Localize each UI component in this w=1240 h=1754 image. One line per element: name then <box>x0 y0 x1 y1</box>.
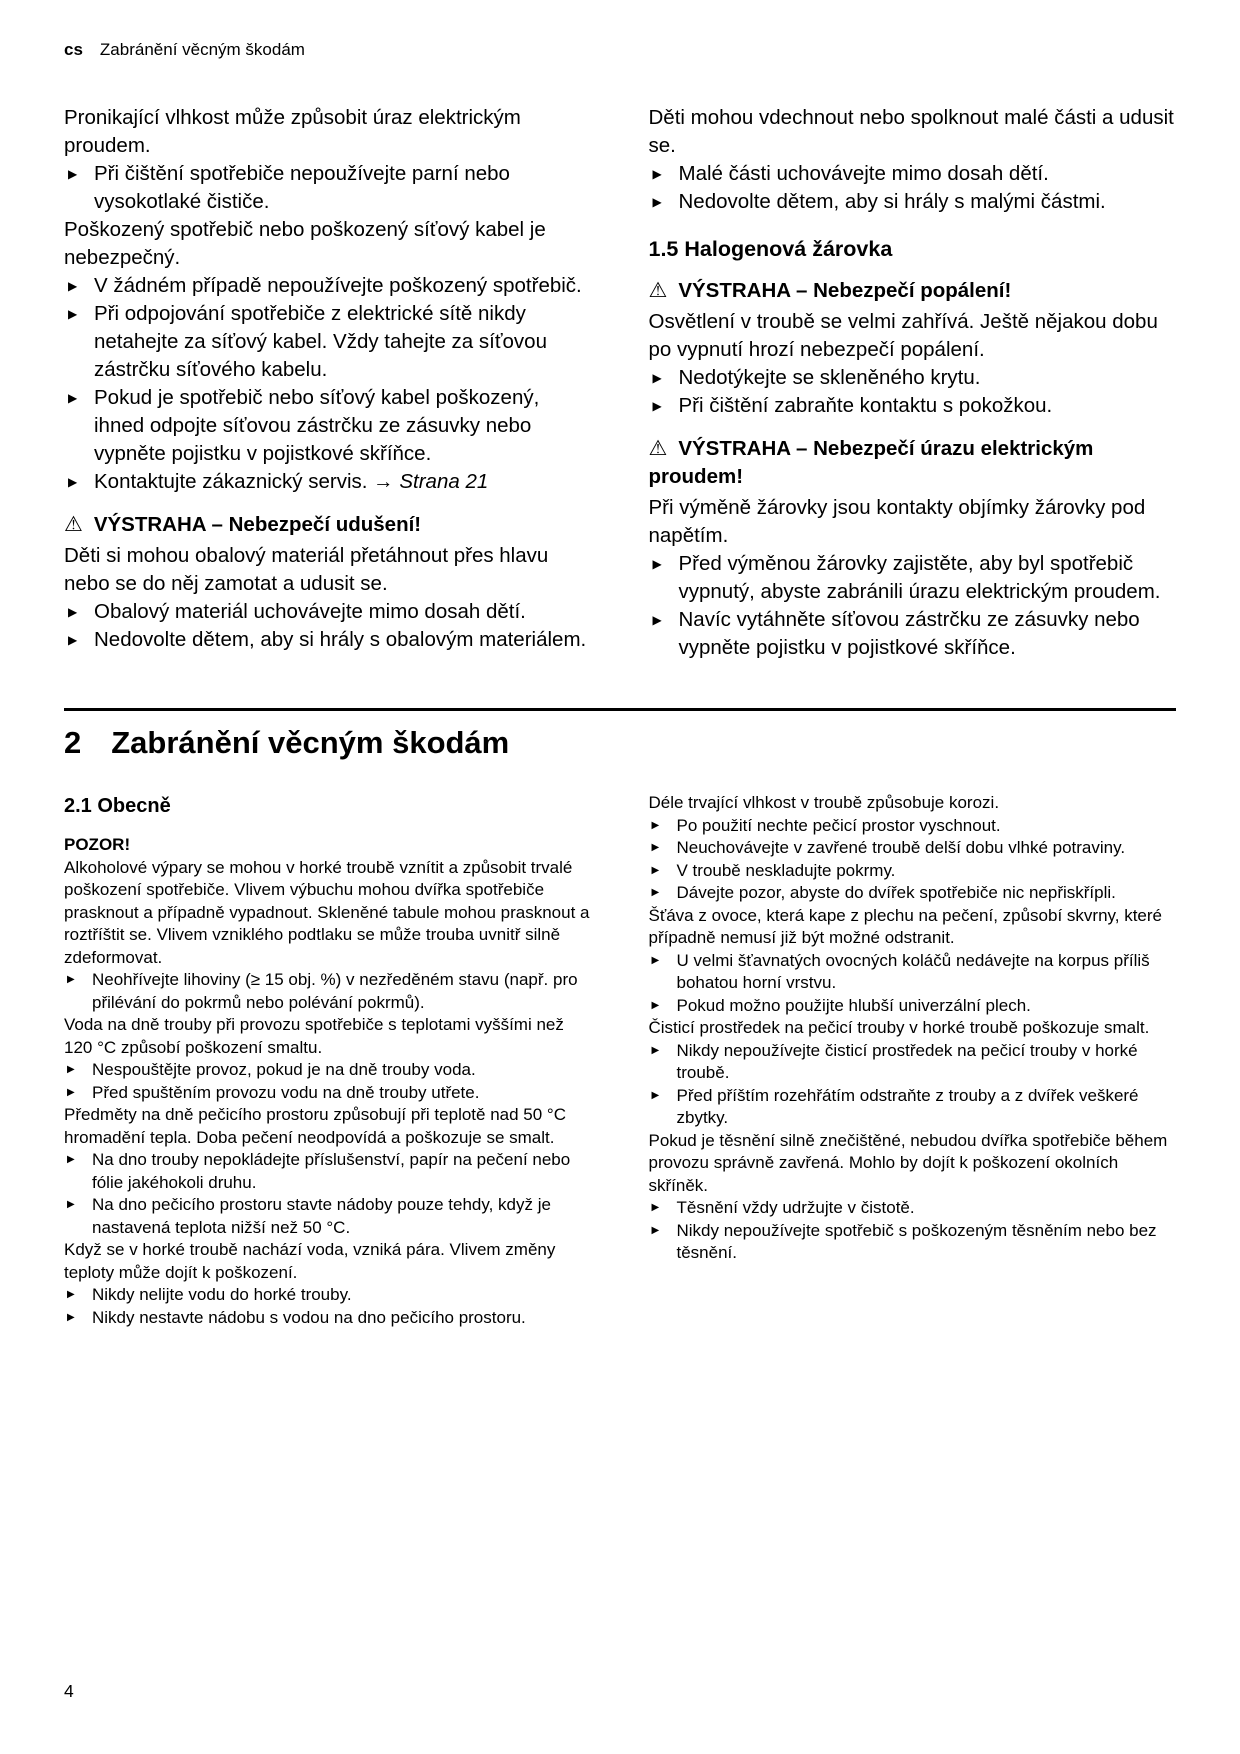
list-item <box>649 160 1177 188</box>
bullet-icon: ▶ <box>652 557 662 571</box>
bullet-icon: ▶ <box>651 1202 660 1213</box>
bullet-icon: ▶ <box>652 613 662 627</box>
list-item-text: Nespouštějte provoz, pokud je na dně trouby voda. <box>92 1060 476 1079</box>
section-damage-prevention <box>64 792 1176 1329</box>
list-item-text: Po použití nechte pečicí prostor vyschnout. <box>676 815 1001 835</box>
bullet-icon: ▶ <box>68 167 78 181</box>
bullet-icon: ▶ <box>68 605 78 619</box>
language-code: cs <box>64 40 83 59</box>
list-item-text: Při čištění spotřebiče nepoužívejte parní nebo vysokotlaké čističe. <box>94 162 510 213</box>
list-item-text: Na dno trouby nepokládejte příslušenství, papír na pečení nebo fólie jakéhokoli druhu. <box>92 1150 571 1192</box>
warning-heading <box>649 435 1177 491</box>
list-item <box>64 384 592 468</box>
bullet-icon: ▶ <box>652 167 662 181</box>
bullet-icon: ▶ <box>652 399 662 413</box>
list-item <box>649 188 1177 216</box>
bullet-icon: ▶ <box>68 279 78 293</box>
list-item-text: Neuchovávejte v zavřené troubě delší dobu vlhké potraviny. <box>676 838 1126 857</box>
list-item <box>64 272 592 300</box>
warning-heading <box>649 277 1177 305</box>
list-item <box>649 815 1177 838</box>
warning-icon: ⚠ <box>648 279 668 302</box>
list-item-text: Nikdy nepoužívejte spotřebič s poškozeným těsněním nebo bez těsnění. <box>676 1220 1157 1262</box>
warning-icon: ⚠ <box>648 437 668 460</box>
list-item <box>649 1197 1177 1220</box>
list-item-text: Pokud je spotřebič nebo síťový kabel poškozený, ihned odpojte síťovou zástrčku ze zásuvky nebo vypněte pojistku v pojistkové skříňce. <box>94 386 540 465</box>
chapter-heading <box>64 708 1176 762</box>
chapter-number: 2 <box>64 725 82 760</box>
warning-title: VÝSTRAHA – Nebezpečí úrazu elektrickým proudem! <box>648 437 1094 488</box>
bullet-icon: ▶ <box>67 974 75 985</box>
warning-icon: ⚠ <box>64 513 83 536</box>
bullet-icon: ▶ <box>651 842 660 853</box>
list-item-text: V žádném případě nepoužívejte poškozený spotřebič. <box>94 274 582 297</box>
list-item-text: Na dno pečicího prostoru stavte nádoby pouze tehdy, když je nastavená teplota nižší než 50 °C. <box>92 1195 551 1237</box>
list-item <box>649 1220 1177 1265</box>
paragraph: Děti mohou vdechnout nebo spolknout malé části a udusit se. <box>648 106 1174 157</box>
list-item <box>64 1307 592 1330</box>
paragraph: Déle trvající vlhkost v troubě způsobuje korozi. <box>648 793 1000 812</box>
bullet-icon: ▶ <box>651 819 660 831</box>
list-item-text: Před příštím rozehřátím odstraňte z trouby a z dvířek veškeré zbytky. <box>676 1085 1139 1127</box>
paragraph: Poškozený spotřebič nebo poškozený síťový kabel je nebezpečný. <box>64 218 546 269</box>
list-item-text: V troubě neskladujte pokrmy. <box>676 860 896 880</box>
subsection-heading: 2.1 Obecně <box>64 795 171 817</box>
header-title: Zabránění věcným škodám <box>99 40 305 59</box>
bullet-icon: ▶ <box>67 1086 75 1098</box>
list-item-text: Nikdy nestavte nádobu s vodou na dno pečicího prostoru. <box>92 1307 526 1327</box>
list-item-text: Obalový materiál uchovávejte mimo dosah dětí. <box>94 600 526 623</box>
list-item <box>64 598 592 626</box>
paragraph: Čisticí prostředek na pečicí trouby v horké troubě poškozuje smalt. <box>648 1018 1150 1037</box>
bullet-icon: ▶ <box>651 1224 660 1236</box>
column-left <box>64 104 592 662</box>
page-header <box>64 40 1176 60</box>
list-item <box>649 1085 1177 1130</box>
list-item-text: Těsnění vždy udržujte v čistotě. <box>676 1198 915 1217</box>
bullet-icon: ▶ <box>652 195 662 209</box>
list-item-text: Nedotýkejte se skleněného krytu. <box>678 366 981 389</box>
bullet-icon: ▶ <box>68 475 78 489</box>
column-right <box>649 792 1177 1329</box>
list-item-text: Neohřívejte lihoviny (≥ 15 obj. %) v nezředěném stavu (např. pro přilévání do pokrmů nebo polévání pokrmů). <box>92 970 578 1012</box>
list-item-text: Nedovolte dětem, aby si hrály s malými částmi. <box>678 190 1106 213</box>
subsection-heading: 1.5 Halogenová žárovka <box>648 237 893 261</box>
list-item <box>64 1284 592 1307</box>
paragraph: Pokud je těsnění silně znečištěné, nebudou dvířka spotřebiče během provozu správně zavřená. Mohlo by dojít k poškození okolních skříněk. <box>648 1130 1168 1195</box>
list-item <box>649 882 1177 905</box>
list-item-text: Nikdy nepoužívejte čisticí prostředek na pečicí trouby v horké troubě. <box>676 1040 1138 1082</box>
list-item <box>64 969 592 1014</box>
column-left <box>64 792 592 1329</box>
bullet-icon: ▶ <box>68 391 78 405</box>
list-item-text: Nedovolte dětem, aby si hrály s obalovým materiálem. <box>94 628 587 651</box>
list-item <box>649 1040 1177 1085</box>
list-item <box>649 995 1177 1018</box>
list-item-text: U velmi šťavnatých ovocných koláčů nedávejte na korpus příliš bohatou horní vrstvu. <box>676 950 1150 992</box>
bullet-icon: ▶ <box>651 1044 660 1056</box>
list-item-text: Dávejte pozor, abyste do dvířek spotřebiče nic nepřiskřípli. <box>676 883 1116 902</box>
list-item <box>64 160 592 216</box>
paragraph: Když se v horké troubě nachází voda, vzniká pára. Vlivem změny teploty může dojít k poškození. <box>64 1240 556 1282</box>
list-item-text: Při odpojování spotřebiče z elektrické sítě nikdy netahejte za síťový kabel. Vždy tahejte za síťovou zástrčku síťového kabelu. <box>94 302 547 381</box>
list-item <box>649 364 1177 392</box>
attention-label: POZOR! <box>64 835 131 854</box>
paragraph: Předměty na dně pečicího prostoru způsobují při teplotě nad 50 °C hromadění tepla. Doba pečení neodpovídá a poškozuje se smalt. <box>64 1105 566 1147</box>
bullet-icon: ▶ <box>651 887 660 898</box>
list-item-text: Nikdy nelijte vodu do horké trouby. <box>92 1285 352 1304</box>
list-item <box>649 392 1177 420</box>
list-item <box>64 626 592 654</box>
list-item <box>649 550 1177 606</box>
page-reference[interactable]: → Strana 21 <box>367 470 489 493</box>
bullet-icon: ▶ <box>651 864 660 876</box>
list-item-text: Při čištění zabraňte kontaktu s pokožkou. <box>678 394 1053 417</box>
bullet-icon: ▶ <box>68 307 78 321</box>
list-item <box>64 1082 592 1105</box>
list-item-text: Pokud možno použijte hlubší univerzální plech. <box>676 995 1031 1015</box>
warning-title: VÝSTRAHA – Nebezpečí popálení! <box>678 279 1012 302</box>
list-item-text: Před výměnou žárovky zajistěte, aby byl spotřebič vypnutý, abyste zabránili úrazu elektrickým proudem. <box>678 552 1161 603</box>
bullet-icon: ▶ <box>651 999 660 1011</box>
bullet-icon: ▶ <box>67 1199 75 1210</box>
warning-title: VÝSTRAHA – Nebezpečí udušení! <box>93 513 422 536</box>
list-item <box>64 300 592 384</box>
bullet-icon: ▶ <box>651 954 660 966</box>
bullet-icon: ▶ <box>652 371 662 385</box>
paragraph: Šťáva z ovoce, která kape z plechu na pečení, způsobí skvrny, které případně nemusí již být možné odstranit. <box>648 905 1163 947</box>
chapter-title: Zabránění věcným škodám <box>111 725 510 760</box>
bullet-icon: ▶ <box>67 1154 75 1165</box>
list-item <box>64 1149 592 1194</box>
list-item <box>649 950 1177 995</box>
list-item <box>649 860 1177 883</box>
paragraph: Pronikající vlhkost může způsobit úraz elektrickým proudem. <box>64 106 521 157</box>
list-item <box>64 1194 592 1239</box>
paragraph: Osvětlení v troubě se velmi zahřívá. Ještě nějakou dobu po vypnutí hrozí nebezpečí popálení. <box>648 310 1158 361</box>
list-item <box>64 1059 592 1082</box>
column-right <box>649 104 1177 662</box>
list-item <box>64 468 592 496</box>
list-item-text: Malé části uchovávejte mimo dosah dětí. <box>678 162 1049 185</box>
list-item-text: Před spuštěním provozu vodu na dně trouby utřete. <box>92 1082 480 1102</box>
bullet-icon: ▶ <box>67 1064 75 1075</box>
list-item <box>649 606 1177 662</box>
paragraph: Děti si mohou obalový materiál přetáhnout přes hlavu nebo se do něj zamotat a udusit se. <box>64 544 549 595</box>
list-item-text: Kontaktujte zákaznický servis. → Strana 21 <box>94 470 489 493</box>
list-item <box>649 837 1177 860</box>
paragraph: Alkoholové výpary se mohou v horké troubě vznítit a způsobit trvalé poškození spotřebiče. Vlivem výbuchu mohou dvířka spotřebiče prasknout a případně vypadnout. Skleněné tabule mohou prasknout a roztříštit se. Vlivem vzniklého podtlaku se může trouba uvnitř silně zdeformovat. <box>64 857 590 967</box>
section-safety <box>64 104 1176 662</box>
bullet-icon: ▶ <box>67 1289 75 1300</box>
paragraph: Voda na dně trouby při provozu spotřebiče s teplotami vyššími než 120 °C způsobí poškození smaltu. <box>64 1015 564 1057</box>
warning-heading <box>64 511 592 539</box>
bullet-icon: ▶ <box>651 1089 660 1101</box>
bullet-icon: ▶ <box>68 633 78 647</box>
paragraph: Při výměně žárovky jsou kontakty objímky žárovky pod napětím. <box>648 496 1146 547</box>
bullet-icon: ▶ <box>67 1311 75 1323</box>
page-number: 4 <box>64 1681 74 1701</box>
list-item-text: Navíc vytáhněte síťovou zástrčku ze zásuvky nebo vypněte pojistku v pojistkové skříňce. <box>678 608 1140 659</box>
